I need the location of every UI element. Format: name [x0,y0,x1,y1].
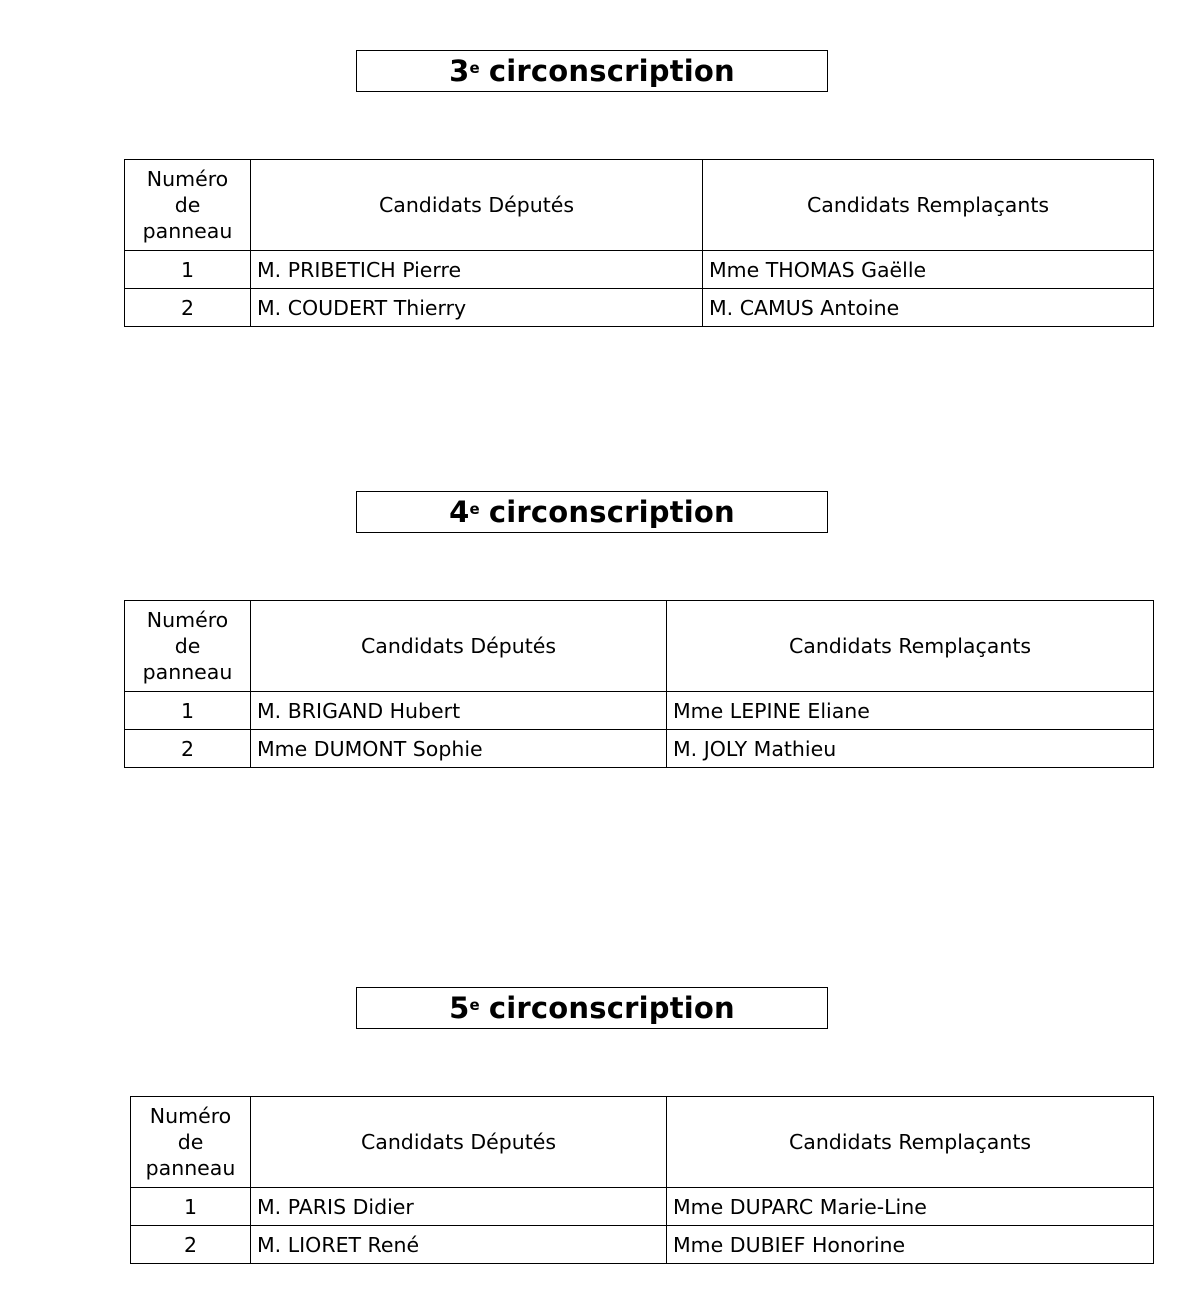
remplacant-name: M. CAMUS Antoine [703,289,1154,327]
header-line: de [174,193,201,217]
table-row [131,1188,1154,1226]
section-number-suffix: e [469,59,480,77]
header-line: Numéro [149,1104,232,1128]
table-row [125,251,1154,289]
remplacant-name: Mme DUPARC Marie-Line [667,1188,1154,1226]
header-line: Numéro [146,608,229,632]
header-remplacants: Candidats Remplaçants [667,1097,1154,1188]
table-row [125,692,1154,730]
header-remplacants: Candidats Remplaçants [667,601,1154,692]
panel-number: 2 [125,289,251,327]
remplacant-name: M. JOLY Mathieu [667,730,1154,768]
header-deputes: Candidats Députés [251,160,703,251]
section-title-text: circonscription [488,495,735,529]
table-row [131,1226,1154,1264]
header-panel-number [125,160,251,251]
candidates-table-3 [124,159,1154,327]
section-title-text: circonscription [488,54,735,88]
panel-number: 1 [125,692,251,730]
header-line: Numéro [146,167,229,191]
depute-name: M. PARIS Didier [251,1188,667,1226]
table-row [125,289,1154,327]
header-panel-number [125,601,251,692]
header-panel-number [131,1097,251,1188]
header-remplacants: Candidats Remplaçants [703,160,1154,251]
panel-number: 2 [131,1226,251,1264]
section-number: 3 [449,54,470,88]
header-line: de [174,634,201,658]
depute-name: M. BRIGAND Hubert [251,692,667,730]
section-title-4 [356,491,828,533]
table-row [125,730,1154,768]
section-title-text: circonscription [488,991,735,1025]
depute-name: Mme DUMONT Sophie [251,730,667,768]
header-line: panneau [142,219,233,243]
candidates-table-5 [130,1096,1154,1264]
header-deputes: Candidats Députés [251,1097,667,1188]
section-number: 4 [449,495,470,529]
candidates-table-4 [124,600,1154,768]
header-line: panneau [142,660,233,684]
header-line: de [177,1130,204,1154]
section-title-5 [356,987,828,1029]
table-header-row [125,601,1154,692]
remplacant-name: Mme LEPINE Eliane [667,692,1154,730]
remplacant-name: Mme THOMAS Gaëlle [703,251,1154,289]
panel-number: 2 [125,730,251,768]
panel-number: 1 [131,1188,251,1226]
table-header-row [131,1097,1154,1188]
remplacant-name: Mme DUBIEF Honorine [667,1226,1154,1264]
depute-name: M. COUDERT Thierry [251,289,703,327]
depute-name: M. PRIBETICH Pierre [251,251,703,289]
depute-name: M. LIORET René [251,1226,667,1264]
panel-number: 1 [125,251,251,289]
header-line: panneau [145,1156,236,1180]
section-number: 5 [449,991,470,1025]
section-number-suffix: e [469,996,480,1014]
table-header-row [125,160,1154,251]
section-number-suffix: e [469,500,480,518]
header-deputes: Candidats Députés [251,601,667,692]
section-title-3 [356,50,828,92]
